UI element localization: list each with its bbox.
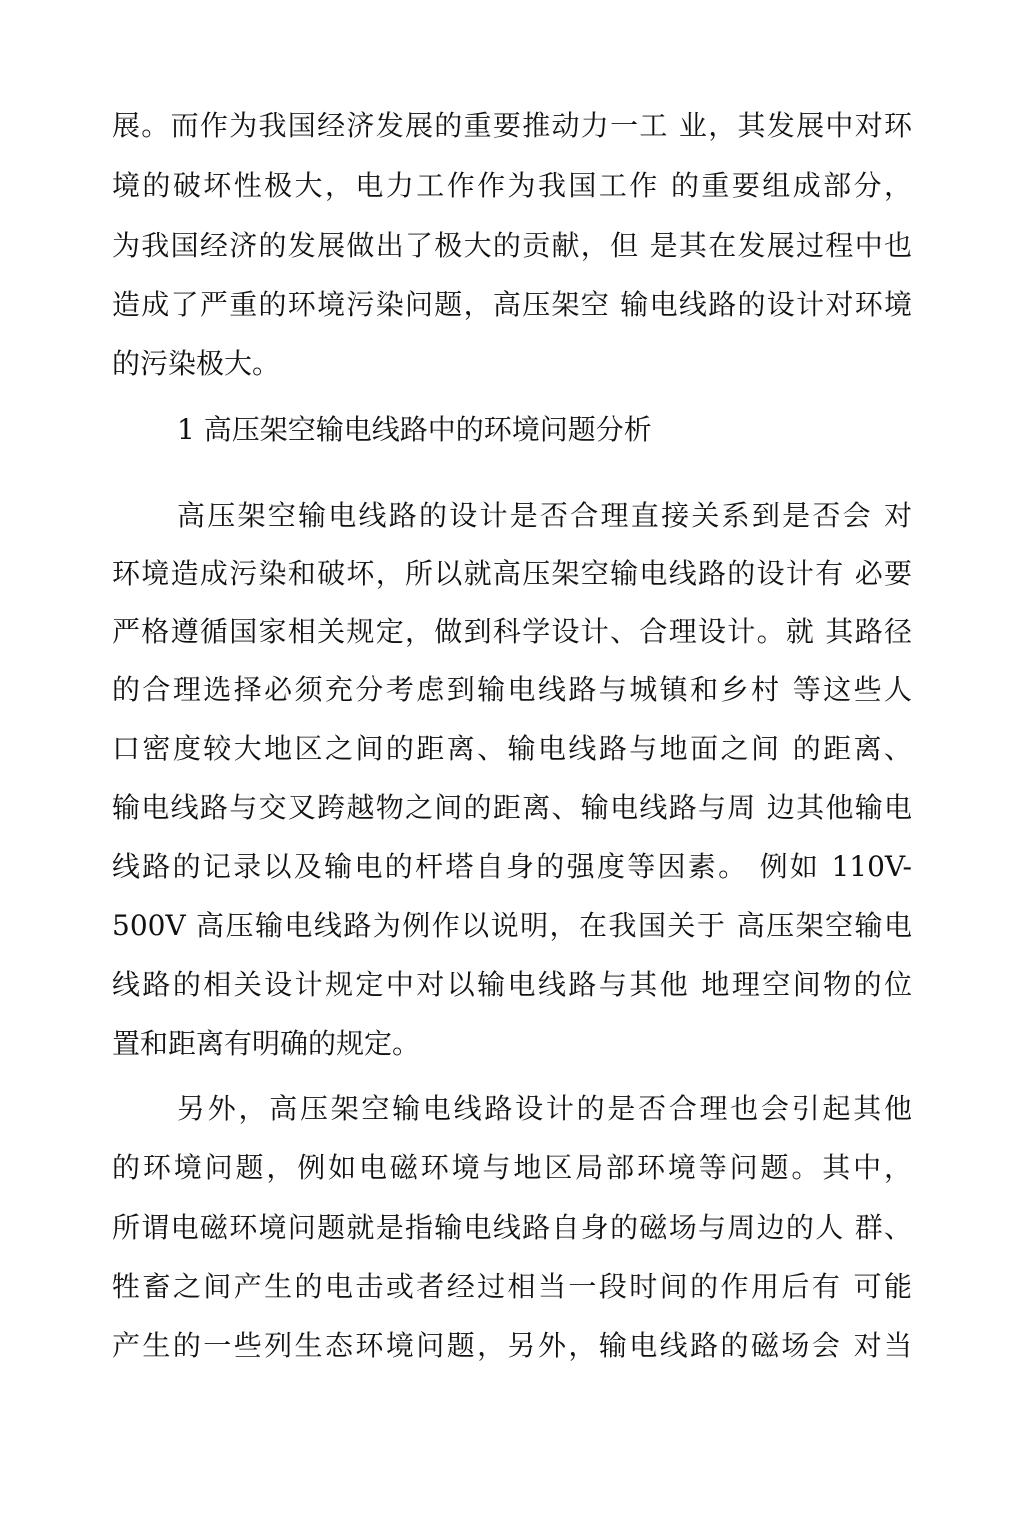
- text-line: 境的破坏性极大，电力工作作为我国工作 的重要组成部分，: [112, 169, 912, 202]
- paragraph-first-line: 另外，高压架空输电线路设计的是否合理也会引起其他: [177, 1092, 912, 1125]
- section-heading: 1 高压架空输电线路中的环境问题分析: [177, 413, 652, 446]
- text-line: 的污染极大。: [112, 347, 281, 380]
- text-line: 为我国经济的发展做出了极大的贡献，但 是其在发展过程中也: [112, 229, 912, 262]
- text-line: 500V 高压输电线路为例作以说明，在我国关于 高压架空输电: [112, 909, 912, 942]
- text-line: 展。而作为我国经济发展的重要推动力一工 业，其发展中对环: [112, 109, 912, 142]
- paragraph-first-line: 高压架空输电线路的设计是否合理直接关系到是否会 对: [177, 499, 912, 532]
- text-line: 口密度较大地区之间的距离、输电线路与地面之间 的距离、: [112, 732, 912, 765]
- text-line: 造成了严重的环境污染问题，高压架空 输电线路的设计对环境: [112, 288, 912, 321]
- text-line: 严格遵循国家相关规定，做到科学设计、合理设计。就 其路径: [112, 615, 912, 648]
- text-line: 牲畜之间产生的电击或者经过相当一段时间的作用后有 可能: [112, 1270, 912, 1303]
- text-line: 的环境问题，例如电磁环境与地区局部环境等问题。其中，: [112, 1151, 912, 1184]
- text-line: 所谓电磁环境问题就是指输电线路自身的磁场与周边的人 群、: [112, 1211, 912, 1244]
- text-line: 环境造成污染和破坏，所以就高压架空输电线路的设计有 必要: [112, 557, 912, 590]
- text-line: 线路的相关设计规定中对以输电线路与其他 地理空间物的位: [112, 968, 912, 1001]
- text-line: 置和距离有明确的规定。: [112, 1027, 421, 1060]
- text-line: 线路的记录以及输电的杆塔自身的强度等因素。 例如 110V-: [112, 850, 912, 883]
- text-line: 产生的一些列生态环境问题，另外，输电线路的磁场会 对当: [112, 1329, 912, 1362]
- text-line: 的合理选择必须充分考虑到输电线路与城镇和乡村 等这些人: [112, 673, 912, 706]
- text-line: 输电线路与交叉跨越物之间的距离、输电线路与周 边其他输电: [112, 791, 912, 824]
